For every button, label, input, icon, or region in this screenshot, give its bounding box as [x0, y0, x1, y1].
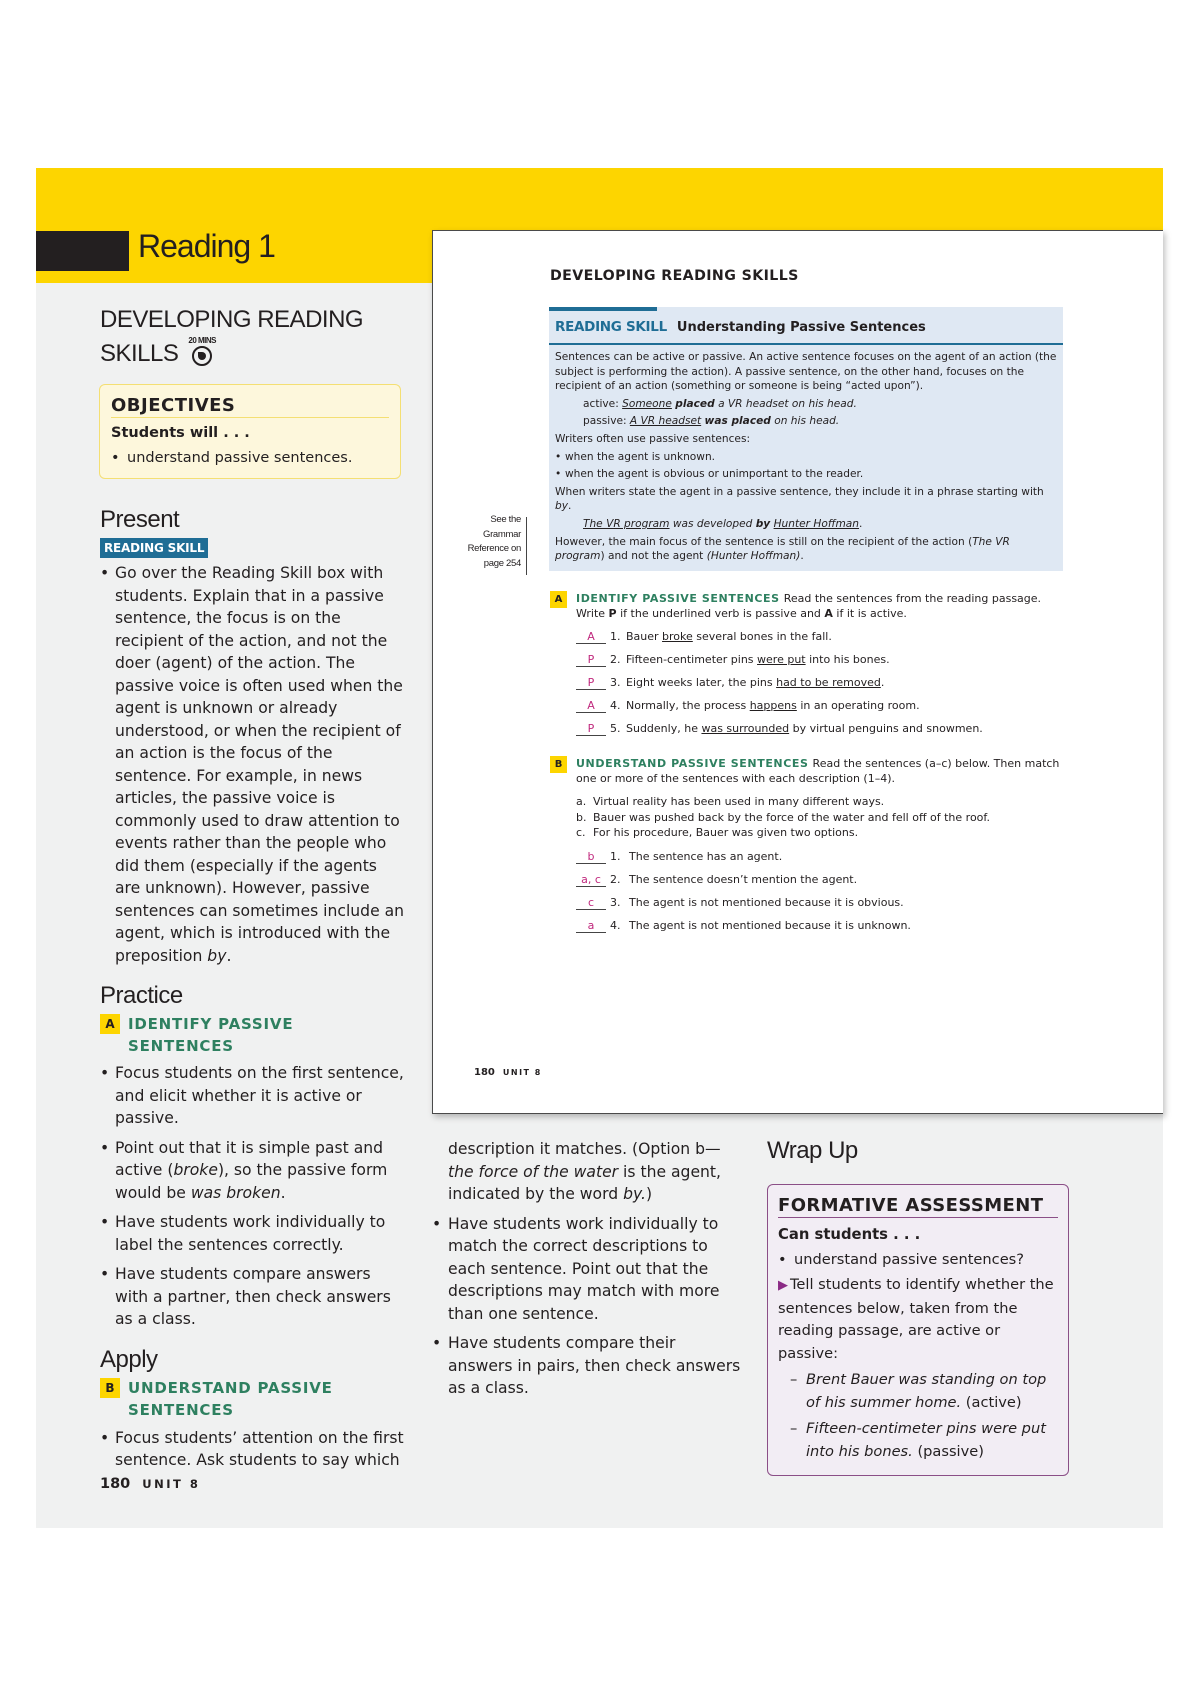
item-number: 5.: [610, 722, 621, 735]
text: several bones in the fall.: [692, 630, 832, 643]
assessment-example: [778, 1369, 1058, 1414]
text: Point out that it is simple past and active (: [115, 1138, 384, 1179]
exercise-item: [550, 699, 1070, 713]
text: placed: [675, 397, 715, 410]
exercise-b-items: [550, 850, 1070, 933]
continued-text: [432, 1138, 742, 1206]
assessment-item: • understand passive sentences?: [778, 1249, 1058, 1271]
apply-section: [100, 1345, 405, 1472]
text: active:: [583, 397, 623, 410]
text: (active): [961, 1393, 1022, 1411]
apply-heading: Apply: [100, 1345, 158, 1373]
text: were put: [757, 653, 806, 666]
text: Hunter Hoffman: [773, 517, 859, 530]
answer-blank[interactable]: P: [576, 722, 606, 736]
reading-skill-box: [549, 307, 1063, 571]
answer-blank[interactable]: a, c: [576, 873, 606, 887]
header-black-tab: [36, 231, 129, 271]
text: Brent Bauer was standing on top of his summer home.: [806, 1371, 1047, 1411]
exercise-item: [550, 873, 1070, 887]
reading-skill-label: READING SKILL: [555, 319, 667, 335]
intro-text: Sentences can be active or passive. An active sentence focuses on the agent of an action (the subject is performing the action). A passive sentence, on the other hand, focuses on the recipient of an action (something or someone is being “acted upon”).: [555, 351, 1057, 393]
page-number: 180: [100, 1476, 131, 1492]
text: .: [880, 676, 885, 689]
text: page 254: [483, 557, 521, 569]
assessment-title: FORMATIVE ASSESSMENT: [778, 1195, 1058, 1218]
student-page-heading: DEVELOPING READING SKILLS: [550, 268, 799, 284]
present-heading: Present: [100, 506, 180, 533]
uses-intro: Writers often use passive sentences:: [555, 432, 751, 445]
text: is the agent, indicated by the word: [448, 1162, 721, 1203]
section-title-text: SKILLS: [100, 340, 179, 367]
text: was developed: [669, 517, 756, 530]
answer-blank[interactable]: a: [576, 919, 606, 933]
wrap-up-section: [767, 1136, 1071, 1166]
present-bullet: [100, 562, 405, 967]
item-number: 1.: [610, 630, 621, 643]
apply-bullet: • Have students work individually to match the correct descriptions to each sentence. Point out that the descriptions may match with more than one sentence.: [432, 1213, 742, 1326]
student-page-footer: [474, 1067, 542, 1078]
reading-skill-topic: Understanding Passive Sentences: [676, 320, 926, 335]
text-italic: was broken: [190, 1183, 281, 1202]
assessment-subtitle: Can students . . .: [778, 1226, 921, 1243]
timer-icon: [192, 346, 212, 366]
exercise-title: IDENTIFY PASSIVE SENTENCES: [576, 592, 780, 605]
text: by: [555, 500, 568, 513]
item-text: [626, 699, 920, 713]
item-text: [626, 630, 832, 644]
text: .: [800, 550, 804, 563]
practice-bullet: • Focus students on the first sentence, and elicit whether it is active or passive.: [100, 1062, 405, 1130]
divider: [526, 517, 527, 575]
grammar-reference-note: [451, 513, 521, 571]
text: by virtual penguins and snowmen.: [789, 722, 983, 735]
text: Fifteen-centimeter pins: [626, 653, 758, 666]
page-footer: [100, 1476, 200, 1492]
item-text: [626, 653, 890, 667]
use-item: • when the agent is unknown.: [555, 450, 1057, 465]
activity-letter-badge: B: [100, 1378, 120, 1398]
triangle-bullet-icon: ▶: [778, 1278, 788, 1293]
unit-label: UNIT 8: [502, 1068, 542, 1077]
item-number: 2.: [610, 872, 621, 886]
text: by.: [623, 1185, 646, 1203]
section-title-line2: [100, 336, 405, 370]
present-section: [100, 505, 405, 967]
practice-heading: Practice: [100, 982, 183, 1009]
item-number: 3.: [610, 676, 621, 689]
text: The VR program: [555, 535, 1010, 563]
exercise-item: [550, 653, 1070, 667]
closing-text: [555, 535, 1057, 564]
text: However, the main focus of the sentence is still on the recipient of the action (: [555, 535, 973, 548]
exercise-a: [550, 591, 1070, 933]
text: Bauer: [626, 630, 663, 643]
answer-blank[interactable]: A: [576, 630, 606, 644]
practice-section: [100, 981, 405, 1331]
text: .: [280, 1183, 286, 1202]
text: Eight weeks later, the pins: [626, 676, 777, 689]
exercise-item: [550, 722, 1070, 736]
exercise-a-heading: [550, 591, 1070, 621]
text: had to be removed: [776, 676, 881, 689]
exercise-b-options: [550, 794, 1070, 841]
practice-bullet: [100, 1137, 405, 1205]
text: Tell students to identify whether the sentences below, taken from the reading passage, are active or passive:: [778, 1276, 1054, 1362]
reading-skill-title: [555, 319, 926, 335]
assessment-example: [778, 1418, 1058, 1463]
objectives-box: [99, 384, 401, 479]
text: Go over the Reading Skill box with students. Explain that in a passive sentence, the focus is on the recipient of the action, and not the doer (agent) of the action. The passive voice is often used when the agent is unknown or already understood, or when the recipient of an action is the focus of the sentence. For example, in news articles, the passive voice is commonly used to draw attention to events rather than the people who did them (especially if the agents are unknown). However, passive sentences can sometimes include an agent, which is introduced with the preposition: [115, 564, 405, 965]
text: Normally, the process: [626, 699, 750, 712]
text: A VR headset: [629, 415, 702, 428]
item-number: 3.: [610, 895, 621, 909]
option-item: [576, 825, 1070, 841]
text: (passive): [912, 1442, 984, 1460]
divider: [549, 343, 1063, 345]
active-example: [555, 397, 1057, 412]
section-title-line1: DEVELOPING READING: [100, 306, 364, 333]
activity-title: IDENTIFY PASSIVE SENTENCES: [128, 1015, 294, 1055]
objectives-subtitle: Students will . . .: [111, 425, 250, 441]
item-text: [626, 676, 884, 690]
exercise-item: [550, 896, 1070, 910]
text: Read the sentences from the reading passage. Write: [576, 592, 1042, 620]
item-text: The sentence has an agent.: [629, 849, 783, 863]
exercise-item: [550, 850, 1070, 864]
text: Suddenly, he: [626, 722, 702, 735]
item-text: The agent is not mentioned because it is obvious.: [629, 895, 904, 909]
exercise-a-items: [550, 630, 1070, 736]
option-text: Bauer was pushed back by the force of the water and fell off of the roof.: [593, 810, 990, 824]
practice-bullet: • Have students work individually to label the sentences correctly.: [100, 1211, 405, 1256]
answer-blank[interactable]: b: [576, 850, 606, 864]
exercise-item: [550, 676, 1070, 690]
exercise-instructions: Read the sentences (a–c) below. Then match one or more of the sentences with each description (1–4).: [576, 757, 1060, 785]
exercise-letter-badge: B: [550, 756, 567, 773]
item-number: 2.: [610, 653, 621, 666]
text: on his head.: [770, 415, 840, 428]
option-letter: a.: [576, 795, 587, 808]
timer-label: 20 MINS: [188, 336, 217, 345]
activity-b-heading: [100, 1377, 360, 1421]
item-text: [626, 722, 983, 736]
option-letter: c.: [576, 826, 586, 839]
use-item: • when the agent is obvious or unimportant to the reader.: [555, 467, 1057, 482]
option-text: Virtual reality has been used in many different ways.: [593, 795, 885, 808]
text: the force of the water: [448, 1162, 619, 1181]
text: was placed: [704, 415, 771, 428]
answer-blank[interactable]: c: [576, 896, 606, 910]
item-number: 1.: [610, 849, 621, 863]
text-italic: by: [207, 946, 227, 965]
unit-title: Reading 1: [138, 228, 275, 264]
text: Grammar: [482, 528, 521, 540]
text: Fifteen-centimeter pins were put into his bones.: [806, 1420, 1046, 1460]
option-item: [576, 794, 1070, 810]
agent-example: The VR program was developed by Hunter Hoffman.: [583, 517, 863, 530]
text: The VR program: [583, 517, 670, 530]
text: See the: [490, 514, 521, 525]
exercise-letter-badge: A: [550, 591, 567, 608]
objectives-title: OBJECTIVES: [111, 395, 389, 418]
text: a VR headset on his head.: [714, 397, 857, 410]
item-number: 4.: [610, 699, 621, 712]
exercise-item: [550, 630, 1070, 644]
text: passive:: [583, 415, 630, 428]
formative-assessment-box: [767, 1184, 1069, 1476]
answer-blank[interactable]: P: [576, 676, 606, 690]
text: broke: [662, 630, 693, 643]
exercise-item: [550, 919, 1070, 933]
wrap-up-heading: Wrap Up: [767, 1137, 858, 1164]
text: happens: [749, 699, 797, 712]
text: Reference on: [467, 543, 521, 554]
apply-bullet: • Have students compare their answers in pairs, then check answers as a class.: [432, 1332, 742, 1400]
reading-skill-body: [555, 350, 1057, 567]
text: Someone: [622, 397, 672, 410]
practice-bullet: • Have students compare answers with a partner, then check answers as a class.: [100, 1263, 405, 1331]
text: When writers state the agent in a passive sentence, they include it in a phrase starting with: [555, 485, 1044, 498]
text: in an operating room.: [796, 699, 920, 712]
text: if it is active.: [832, 607, 907, 620]
text: into his bones.: [805, 653, 890, 666]
text: (Hunter Hoffman): [706, 550, 801, 563]
option-letter: b.: [576, 810, 587, 824]
item-number: 4.: [610, 918, 621, 932]
exercise-title: UNDERSTAND PASSIVE SENTENCES: [576, 757, 809, 770]
exercise-b-heading: [550, 756, 1070, 786]
item-text: The agent is not mentioned because it is unknown.: [629, 918, 911, 932]
section-title: [100, 304, 405, 370]
text: by: [755, 517, 771, 530]
activity-title: UNDERSTAND PASSIVE SENTENCES: [128, 1378, 333, 1419]
text: was surrounded: [701, 722, 790, 735]
student-page: [432, 230, 1163, 1114]
unit-label: UNIT 8: [142, 1477, 201, 1491]
apply-bullet: • Focus students’ attention on the first sentence. Ask students to say which: [100, 1427, 405, 1472]
text: .: [226, 946, 232, 965]
text: P: [608, 607, 617, 620]
text: ): [645, 1185, 653, 1203]
activity-letter-badge: A: [100, 1014, 120, 1034]
text: if the underlined verb is passive and: [616, 607, 825, 620]
item-text: The sentence doesn’t mention the agent.: [629, 872, 858, 886]
answer-blank[interactable]: A: [576, 699, 606, 713]
page-number: 180: [474, 1067, 495, 1078]
left-column: [100, 304, 405, 1472]
option-item: [576, 810, 1070, 826]
text: ), so the passive form would be: [115, 1161, 388, 1202]
reading-skill-badge: READING SKILL: [100, 538, 208, 558]
text: A: [824, 607, 833, 620]
agent-intro: When writers state the agent in a passive sentence, they include it in a phrase starting with by.: [555, 485, 1044, 513]
text-italic: broke: [173, 1161, 218, 1179]
text: ) and not the agent: [600, 550, 707, 563]
timer: [188, 336, 216, 366]
text: description it matches. (Option b—: [448, 1140, 721, 1158]
header-band: [36, 168, 1163, 230]
activity-a-heading: [100, 1013, 405, 1057]
reading-skill-bar: [549, 307, 657, 311]
answer-blank[interactable]: P: [576, 653, 606, 667]
objective-item: • understand passive sentences.: [111, 450, 389, 466]
passive-example: [555, 414, 1057, 429]
option-text: For his procedure, Bauer was given two options.: [593, 826, 859, 839]
assessment-prompt: [778, 1274, 1058, 1365]
middle-column: [432, 1138, 742, 1400]
